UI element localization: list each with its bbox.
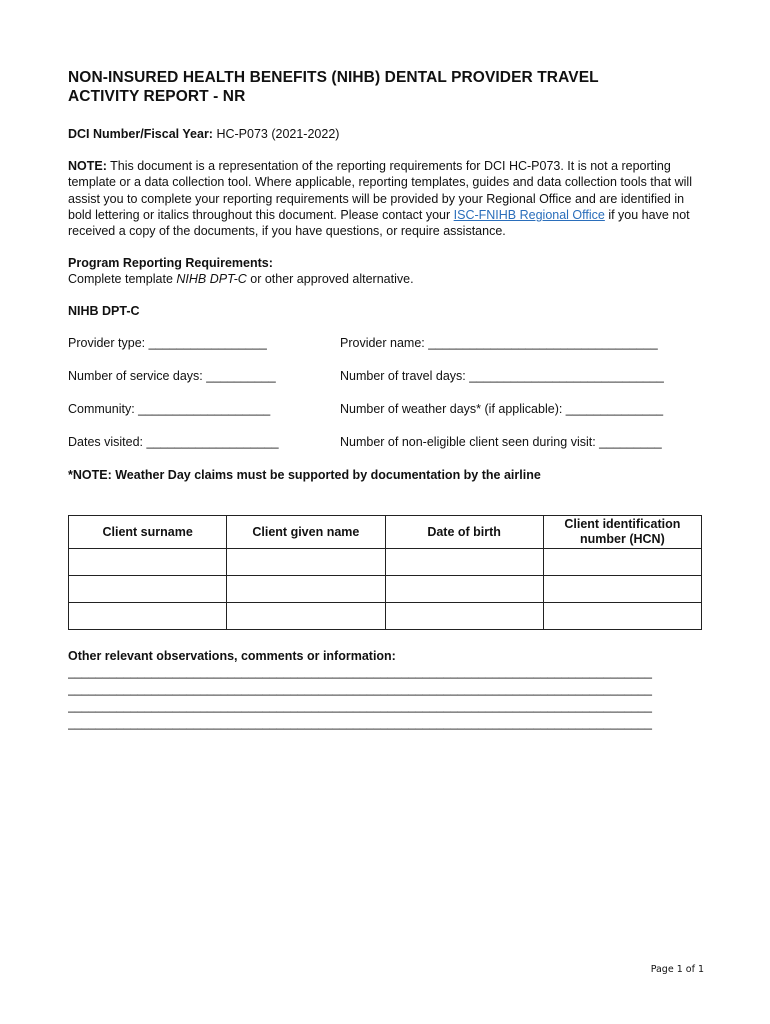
travel-days-field[interactable]: Number of travel days: ____________________________ bbox=[340, 369, 664, 384]
table-cell[interactable] bbox=[69, 549, 227, 576]
column-client-id: Client identification number (HCN) bbox=[543, 516, 701, 549]
observation-line[interactable]: ____________________________________________________________________________________ bbox=[68, 699, 652, 714]
title-line-2: ACTIVITY REPORT - NR bbox=[68, 88, 246, 105]
note-text-after: if you have not received a copy of the documents, if you have questions, or require assistance. bbox=[68, 207, 690, 239]
table-cell[interactable] bbox=[543, 576, 701, 603]
document-page bbox=[68, 68, 708, 732]
table-cell[interactable] bbox=[227, 603, 385, 630]
provider-name-field[interactable]: Provider name: _________________________________ bbox=[340, 336, 658, 351]
dci-label: DCI Number/Fiscal Year: bbox=[68, 127, 213, 141]
table-header-row bbox=[69, 516, 702, 549]
program-requirements bbox=[68, 255, 708, 287]
form-fields bbox=[68, 335, 708, 467]
column-date-of-birth: Date of birth bbox=[385, 516, 543, 549]
note-label: NOTE: bbox=[68, 159, 107, 173]
observation-line[interactable]: ____________________________________________________________________________________ bbox=[68, 682, 652, 697]
table-cell[interactable] bbox=[227, 549, 385, 576]
column-client-given-name: Client given name bbox=[227, 516, 385, 549]
observation-line[interactable]: ____________________________________________________________________________________ bbox=[68, 716, 652, 731]
weather-days-field[interactable]: Number of weather days* (if applicable): ______________ bbox=[340, 402, 664, 417]
program-text-before: Complete template bbox=[68, 272, 177, 287]
title-line-1: NON-INSURED HEALTH BENEFITS (NIHB) DENTAL PROVIDER TRAVEL bbox=[68, 69, 599, 86]
table-cell[interactable] bbox=[543, 549, 701, 576]
table-cell[interactable] bbox=[385, 603, 543, 630]
page-number: Page 1 of 1 bbox=[650, 964, 704, 975]
table-cell[interactable] bbox=[227, 576, 385, 603]
table-cell[interactable] bbox=[385, 549, 543, 576]
field-row bbox=[68, 335, 708, 368]
field-row bbox=[68, 368, 708, 401]
table-row bbox=[69, 576, 702, 603]
table-cell[interactable] bbox=[69, 576, 227, 603]
note-paragraph bbox=[68, 158, 708, 239]
field-row bbox=[68, 401, 708, 434]
template-name: NIHB DPT-C bbox=[176, 272, 247, 287]
service-days-field[interactable]: Number of service days: __________ bbox=[68, 369, 276, 384]
table-cell[interactable] bbox=[385, 576, 543, 603]
dci-value: HC-P073 (2021-2022) bbox=[212, 127, 340, 141]
program-text-after: or other approved alternative. bbox=[246, 272, 414, 287]
dates-visited-field[interactable]: Dates visited: ___________________ bbox=[68, 435, 279, 450]
table-cell[interactable] bbox=[69, 603, 227, 630]
document-title bbox=[68, 68, 708, 106]
column-client-surname: Client surname bbox=[69, 516, 227, 549]
weather-note: *NOTE: Weather Day claims must be supported by documentation by the airline bbox=[68, 468, 541, 483]
non-eligible-field[interactable]: Number of non-eligible client seen during visit: _________ bbox=[340, 435, 662, 450]
community-field[interactable]: Community: ___________________ bbox=[68, 402, 271, 417]
regional-office-link[interactable]: ISC-FNIHB Regional Office bbox=[453, 207, 605, 222]
section-heading: NIHB DPT-C bbox=[68, 304, 140, 319]
table-row bbox=[69, 603, 702, 630]
field-row bbox=[68, 434, 708, 467]
provider-type-field[interactable]: Provider type: _________________ bbox=[68, 336, 267, 351]
table-row bbox=[69, 549, 702, 576]
dci-number bbox=[68, 126, 708, 142]
table-cell[interactable] bbox=[543, 603, 701, 630]
observation-line[interactable]: ____________________________________________________________________________________ bbox=[68, 665, 652, 680]
program-heading: Program Reporting Requirements: bbox=[68, 256, 273, 271]
note-text-before: This document is a representation of the reporting requirements for DCI HC-P073. It is not a reporting template or a data collection tool. Where applicable, reporting templates, guides and data collection tools that will assist you to complete your reporting requirements will be provided by your Regional Office and are identified in bold lettering or italics throughout this document. Please contact your bbox=[68, 159, 692, 222]
client-table bbox=[68, 515, 702, 630]
observations-label: Other relevant observations, comments or information: bbox=[68, 649, 396, 664]
